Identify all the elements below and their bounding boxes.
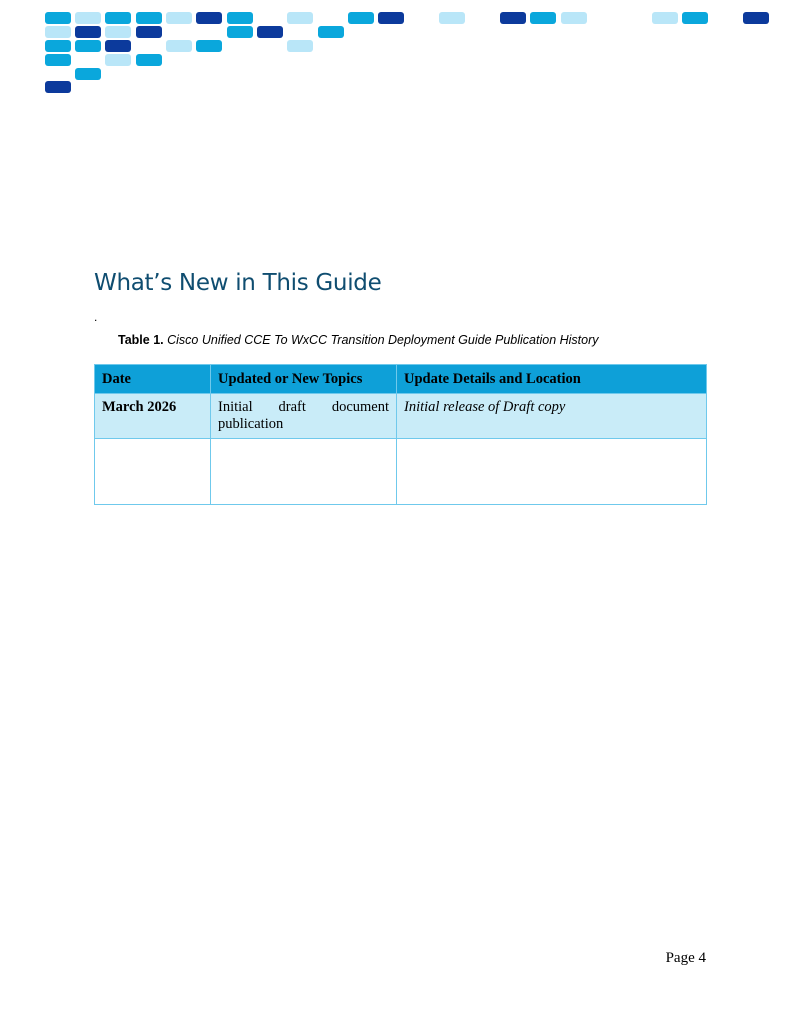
publication-history-table	[94, 364, 707, 505]
table-caption-label: Table 1.	[118, 333, 164, 347]
page-number: Page 4	[665, 950, 706, 966]
page-title: What’s New in This Guide	[94, 270, 382, 296]
column-header-date: Date	[95, 365, 211, 394]
paragraph-marker: .	[94, 310, 98, 324]
cell-date: March 2026	[95, 394, 211, 439]
table-row	[95, 439, 707, 505]
cell-date	[95, 439, 211, 505]
column-header-topics: Updated or New Topics	[211, 365, 397, 394]
cell-topics	[211, 439, 397, 505]
cell-details	[397, 439, 707, 505]
cell-topics: Initial draft document publication	[211, 394, 397, 439]
table-caption-text: Cisco Unified CCE To WxCC Transition Deployment Guide Publication History	[167, 333, 599, 347]
table-header-row	[95, 365, 707, 394]
brand-pattern	[0, 0, 800, 100]
cell-details: Initial release of Draft copy	[397, 394, 707, 439]
table-row	[95, 394, 707, 439]
table-caption	[118, 333, 599, 347]
column-header-details: Update Details and Location	[397, 365, 707, 394]
